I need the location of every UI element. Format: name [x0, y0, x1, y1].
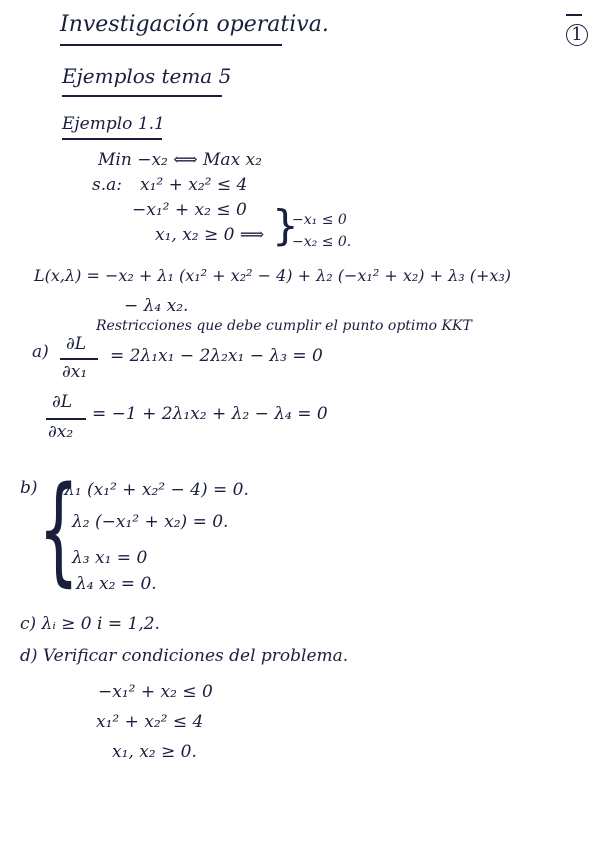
constraint-3: x₁, x₂ ≥ 0 ⟹	[155, 225, 265, 245]
partial-num-1: ∂L	[66, 334, 87, 354]
lagrangian-line-2: − λ₄ x₂.	[124, 296, 189, 316]
kkt-note: Restricciones que debe cumplir el punto optimo KKT	[96, 318, 472, 334]
title-underline	[60, 44, 282, 46]
page-number-mark: 1	[566, 24, 588, 46]
section-subtitle: Ejemplos tema 5	[62, 64, 232, 88]
equation-b1: λ₁ (x₁² + x₂² − 4) = 0.	[64, 480, 249, 500]
equation-b4: λ₄ x₂ = 0.	[76, 574, 157, 594]
subtitle-underline	[62, 95, 222, 97]
verify-eq-1: −x₁² + x₂ ≤ 0	[98, 682, 213, 702]
part-d-heading: d) Verificar condiciones del problema.	[20, 646, 349, 666]
objective-line: Min −x₂ ⟺ Max x₂	[98, 150, 262, 170]
verify-eq-3: x₁, x₂ ≥ 0.	[112, 742, 197, 762]
system-brace: {	[38, 460, 80, 598]
part-a-label: a)	[32, 342, 49, 362]
sa-label: s.a:	[92, 175, 122, 195]
part-b-label: b)	[20, 478, 38, 498]
part-c-line: c) λᵢ ≥ 0 i = 1,2.	[20, 614, 160, 634]
partial-num-2: ∂L	[52, 392, 73, 412]
partial-den-1: ∂x₁	[62, 362, 88, 382]
verify-eq-2: x₁² + x₂² ≤ 4	[96, 712, 204, 732]
constraint-2: −x₁² + x₂ ≤ 0	[132, 200, 247, 220]
page-title: Investigación operativa.	[60, 12, 329, 37]
constraint-brace: }	[272, 201, 299, 250]
example-underline	[62, 138, 162, 140]
equation-b2: λ₂ (−x₁² + x₂) = 0.	[72, 512, 229, 532]
partial-den-2: ∂x₂	[48, 422, 74, 442]
lagrangian-line-1: L(x,λ) = −x₂ + λ₁ (x₁² + x₂² − 4) + λ₂ (−x₁² + x₂) + λ₃ (+x₃)	[34, 266, 512, 285]
constraint-3b: −x₂ ≤ 0.	[292, 234, 352, 250]
equation-b3: λ₃ x₁ = 0	[72, 548, 148, 568]
equation-a1: = 2λ₁x₁ − 2λ₂x₁ − λ₃ = 0	[110, 346, 323, 366]
fraction-bar-1	[60, 358, 98, 360]
fraction-bar-2	[46, 418, 86, 420]
equation-a2: = −1 + 2λ₁x₂ + λ₂ − λ₄ = 0	[92, 404, 328, 424]
constraint-1: x₁² + x₂² ≤ 4	[140, 175, 248, 195]
example-heading: Ejemplo 1.1	[62, 114, 165, 134]
constraint-3a: −x₁ ≤ 0	[292, 212, 347, 228]
page-mark-dash	[566, 14, 582, 16]
